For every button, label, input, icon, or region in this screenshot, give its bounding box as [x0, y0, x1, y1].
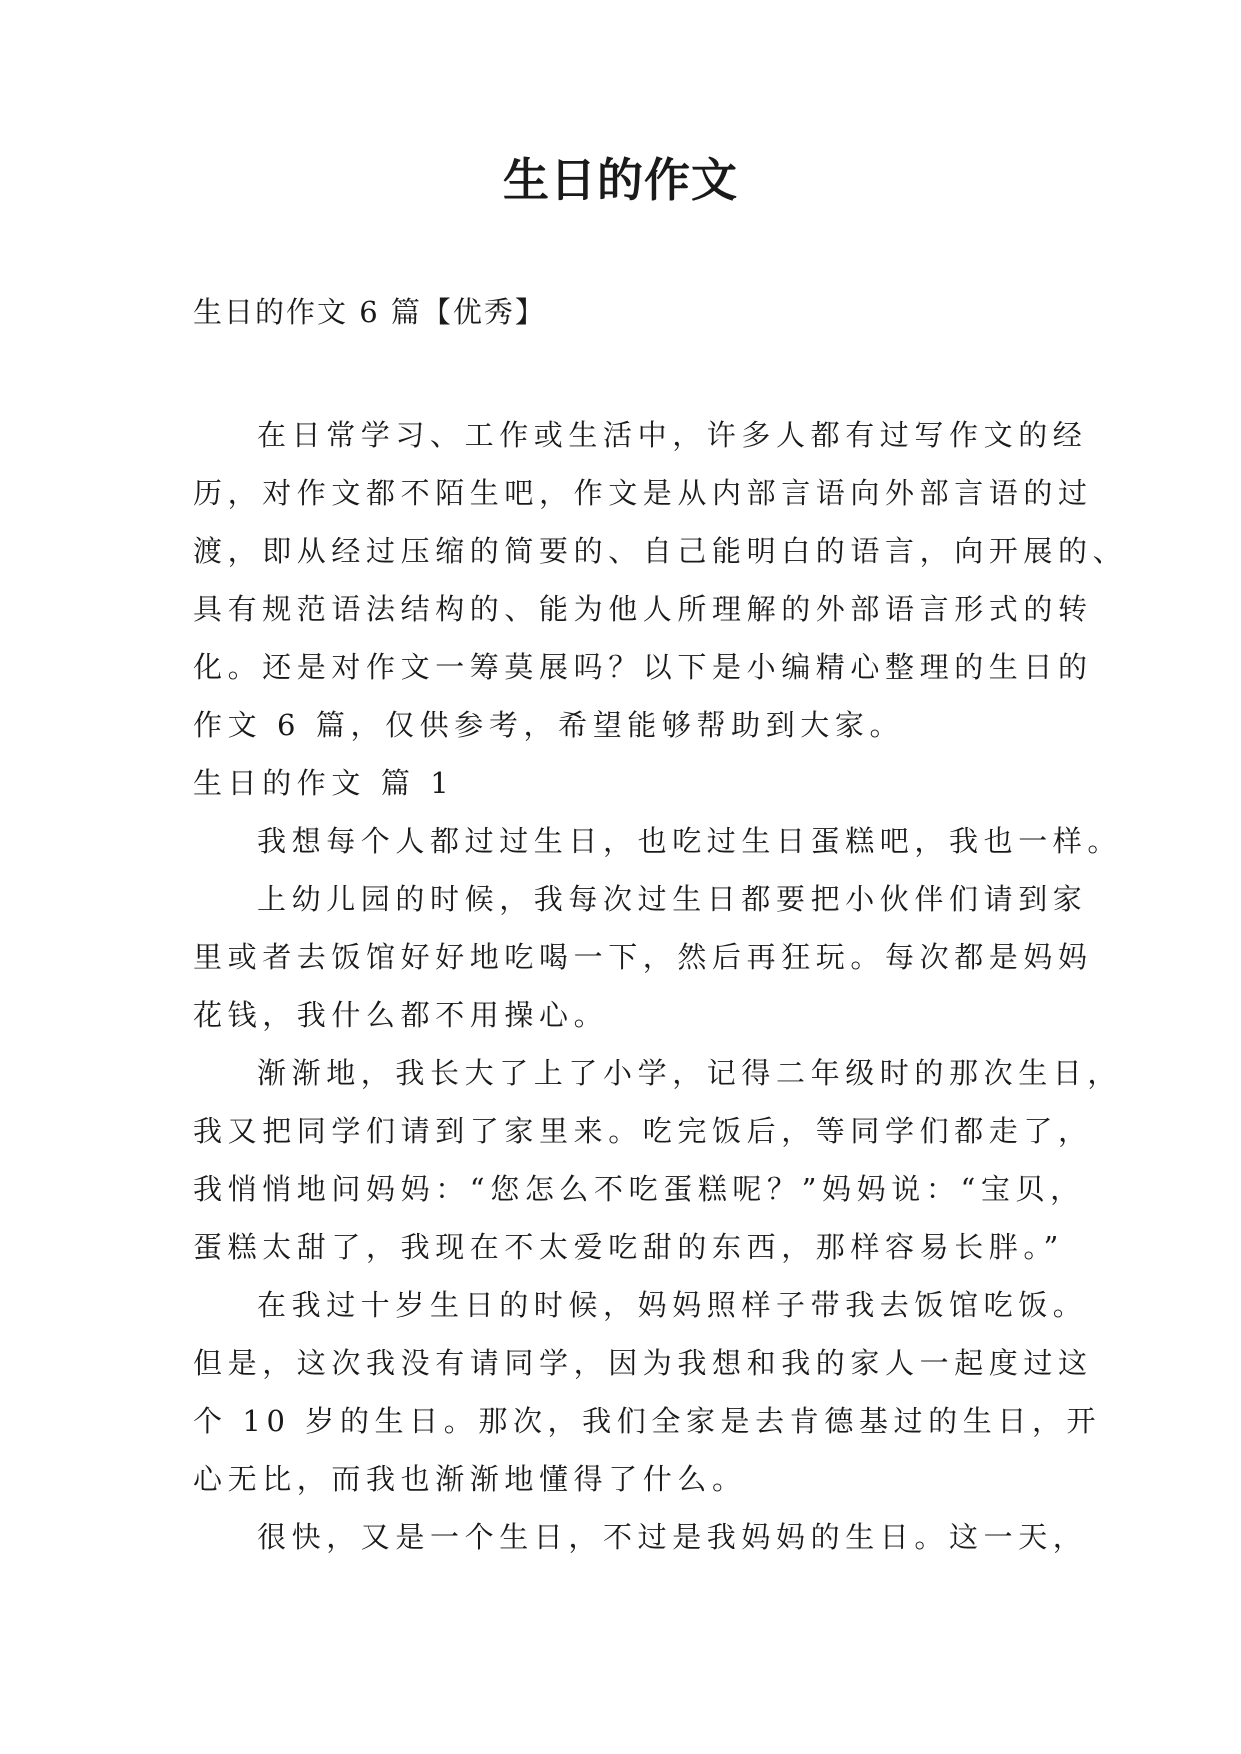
text-line: 个 10 岁的生日。那次，我们全家是去肯德基过的生日，开	[193, 1404, 1102, 1438]
text-line: 但是，这次我没有请同学，因为我想和我的家人一起度过这	[193, 1346, 1093, 1380]
text-line: 渐渐地，我长大了上了小学，记得二年级时的那次生日，	[257, 1056, 1123, 1090]
document-title: 生日的作文	[503, 153, 738, 207]
text-line: 里或者去饭馆好好地吃喝一下，然后再狂玩。每次都是妈妈	[193, 940, 1093, 974]
text-line: 我悄悄地问妈妈：“您怎么不吃蛋糕呢？”妈妈说：“宝贝，	[193, 1172, 1085, 1206]
document-body	[193, 406, 1128, 1566]
text-line: 我又把同学们请到了家里来。吃完饭后，等同学们都走了，	[193, 1114, 1093, 1148]
text-line: 在我过十岁生日的时候，妈妈照样子带我去饭馆吃饭。	[257, 1288, 1088, 1322]
text-line: 蛋糕太甜了，我现在不太爱吃甜的东西，那样容易长胖。”	[193, 1230, 1064, 1264]
text-line: 上幼儿园的时候，我每次过生日都要把小伙伴们请到家	[257, 882, 1088, 916]
text-line: 作文 6 篇，仅供参考，希望能够帮助到大家。	[193, 708, 905, 742]
text-line: 具有规范语法结构的、能为他人所理解的外部语言形式的转	[193, 592, 1093, 626]
text-line: 很快，又是一个生日，不过是我妈妈的生日。这一天，	[257, 1520, 1088, 1554]
text-line: 生日的作文 篇 1	[193, 766, 455, 800]
text-line: 化。还是对作文一筹莫展吗？以下是小编精心整理的生日的	[193, 650, 1093, 684]
document-subtitle: 生日的作文 6 篇【优秀】	[193, 295, 546, 329]
text-line: 花钱，我什么都不用操心。	[193, 998, 609, 1032]
text-line: 渡，即从经过压缩的简要的、自己能明白的语言，向开展的、	[193, 534, 1128, 568]
text-line: 在日常学习、工作或生活中，许多人都有过写作文的经	[257, 418, 1088, 452]
text-line: 历，对作文都不陌生吧，作文是从内部言语向外部言语的过	[193, 476, 1093, 510]
text-line: 心无比，而我也渐渐地懂得了什么。	[193, 1462, 747, 1496]
text-line: 我想每个人都过过生日，也吃过生日蛋糕吧，我也一样。	[257, 824, 1123, 858]
